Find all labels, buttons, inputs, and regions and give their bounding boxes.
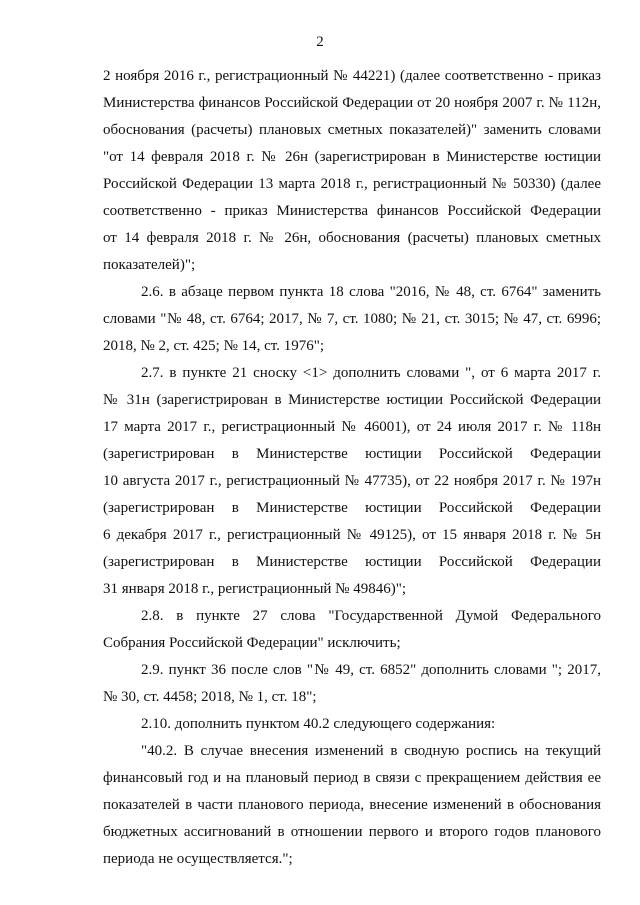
text-line: № 31н (зарегистрирован в Министерстве юстиции Российской Федерации [103,392,601,408]
text-line: 2 ноября 2016 г., регистрационный № 44221) (далее соответственно - приказ [103,68,601,84]
text-line: периода не осуществляется."; [103,851,293,867]
text-line: Российской Федерации 13 марта 2018 г., регистрационный № 50330) (далее [103,176,601,192]
text-line: "от 14 февраля 2018 г. № 26н (зарегистрирован в Министерстве юстиции [103,149,601,165]
text-line: 31 января 2018 г., регистрационный № 49846)"; [103,581,407,597]
text-line: бюджетных ассигнований в отношении первого и второго годов планового [103,824,601,840]
text-line: (зарегистрирован в Министерстве юстиции Российской Федерации [103,554,601,570]
text-line: 2018, № 2, ст. 425; № 14, ст. 1976"; [103,338,325,354]
text-line: соответственно - приказ Министерства финансов Российской Федерации [103,203,601,219]
text-line: 2.9. пункт 36 после слов "№ 49, ст. 6852" дополнить словами "; 2017, [141,662,601,678]
text-line: Собрания Российской Федерации" исключить; [103,635,401,651]
text-line: 17 марта 2017 г., регистрационный № 46001), от 24 июля 2017 г. № 118н [103,419,601,435]
text-line: показателей)"; [103,257,196,273]
text-line: 6 декабря 2017 г., регистрационный № 49125), от 15 января 2018 г. № 5н [103,527,601,543]
text-line: 2.8. в пункте 27 слова "Государственной Думой Федерального [141,608,601,624]
text-line: "40.2. В случае внесения изменений в сводную роспись на текущий [141,743,601,759]
text-line: 2.7. в пункте 21 сноску <1> дополнить словами ", от 6 марта 2017 г. [141,365,601,381]
text-line: 2.10. дополнить пунктом 40.2 следующего содержания: [141,716,496,732]
text-line: словами "№ 48, ст. 6764; 2017, № 7, ст. 1080; № 21, ст. 3015; № 47, ст. 6996; [103,311,601,327]
text-line: 10 августа 2017 г., регистрационный № 47735), от 22 ноября 2017 г. № 197н [103,473,601,489]
text-line: показателей в части планового периода, внесение изменений в обоснования [103,797,601,813]
text-line: № 30, ст. 4458; 2018, № 1, ст. 18"; [103,689,317,705]
text-line: (зарегистрирован в Министерстве юстиции Российской Федерации [103,500,601,516]
text-line: Министерства финансов Российской Федерации от 20 ноября 2007 г. № 112н, [103,95,601,111]
text-line: 2.6. в абзаце первом пункта 18 слова "2016, № 48, ст. 6764" заменить [141,284,601,300]
text-line: финансовый год и на плановый период в связи с прекращением действия ее [103,770,601,786]
page-number: 2 [316,34,324,50]
text-line: (зарегистрирован в Министерстве юстиции Российской Федерации [103,446,601,462]
text-line: от 14 февраля 2018 г. № 26н, обоснования (расчеты) плановых сметных [103,230,601,246]
text-line: обоснования (расчеты) плановых сметных показателей)" заменить словами [103,122,601,138]
